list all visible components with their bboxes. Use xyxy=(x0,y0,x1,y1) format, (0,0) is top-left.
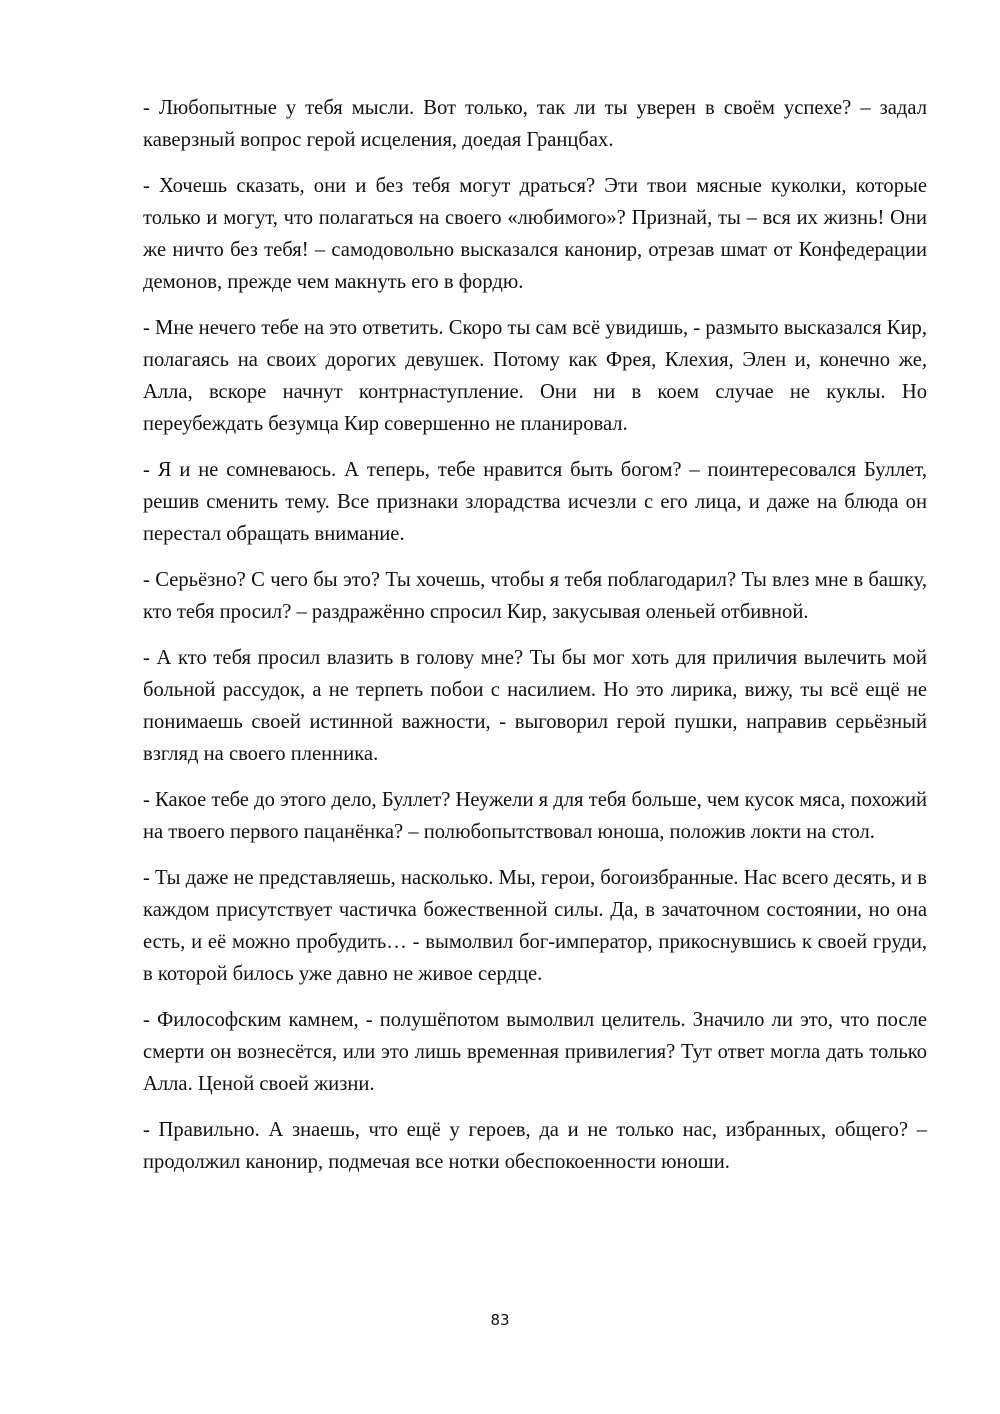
paragraph-5: - Серьёзно? С чего бы это? Ты хочешь, чтобы я тебя поблагодарил? Ты влез мне в башку, кто тебя просил? – раздражённо спросил Кир, закусывая оленьей отбивной. xyxy=(143,569,927,623)
paragraph-9: - Философским камнем, - полушёпотом вымолвил целитель. Значило ли это, что после смерти он вознесётся, или это лишь временная привилегия? Тут ответ могла дать только Алла. Ценой своей жизни. xyxy=(143,1009,927,1095)
paragraph-6: - А кто тебя просил влазить в голову мне? Ты бы мог хоть для приличия вылечить мой больной рассудок, а не терпеть побои с насилием. Но это лирика, вижу, ты всё ещё не понимаешь своей истинной важности, - выговорил герой пушки, направив серьёзный взгляд на своего пленника. xyxy=(143,647,927,765)
paragraph-7: - Какое тебе до этого дело, Буллет? Неужели я для тебя больше, чем кусок мяса, похожий на твоего первого пацанёнка? – полюбопытствовал юноша, положив локти на стол. xyxy=(143,789,927,843)
page-number: 83 xyxy=(490,1311,510,1329)
paragraph-2: - Хочешь сказать, они и без тебя могут драться? Эти твои мясные куколки, которые только и могут, что полагаться на своего «любимого»? Признай, ты – вся их жизнь! Они же ничто без тебя! – самодовольно высказался канонир, отрезав шмат от Конфедерации демонов, прежде чем макнуть его в фордю. xyxy=(143,175,927,293)
paragraph-1: - Любопытные у тебя мысли. Вот только, так ли ты уверен в своём успехе? – задал каверзный вопрос герой исцеления, доедая Гранцбах. xyxy=(143,97,927,151)
paragraph-4: - Я и не сомневаюсь. А теперь, тебе нравится быть богом? – поинтересовался Буллет, решив сменить тему. Все признаки злорадства исчезли с его лица, и даже на блюда он перестал обращать внимание. xyxy=(143,459,927,545)
page-body xyxy=(143,92,927,1192)
paragraph-10: - Правильно. А знаешь, что ещё у героев, да и не только нас, избранных, общего? – продолжил канонир, подмечая все нотки обеспокоенности юноши. xyxy=(143,1119,927,1173)
paragraph-8: - Ты даже не представляешь, насколько. Мы, герои, богоизбранные. Нас всего десять, и в каждом присутствует частичка божественной силы. Да, в зачаточном состоянии, но она есть, и её можно пробудить… - вымолвил бог-император, прикоснувшись к своей груди, в которой билось уже давно не живое сердце. xyxy=(143,867,927,985)
paragraph-3: - Мне нечего тебе на это ответить. Скоро ты сам всё увидишь, - размыто высказался Кир, полагаясь на своих дорогих девушек. Потому как Фрея, Клехия, Элен и, конечно же, Алла, вскоре начнут контрнаступление. Они ни в коем случае не куклы. Но переубеждать безумца Кир совершенно не планировал. xyxy=(143,317,927,435)
